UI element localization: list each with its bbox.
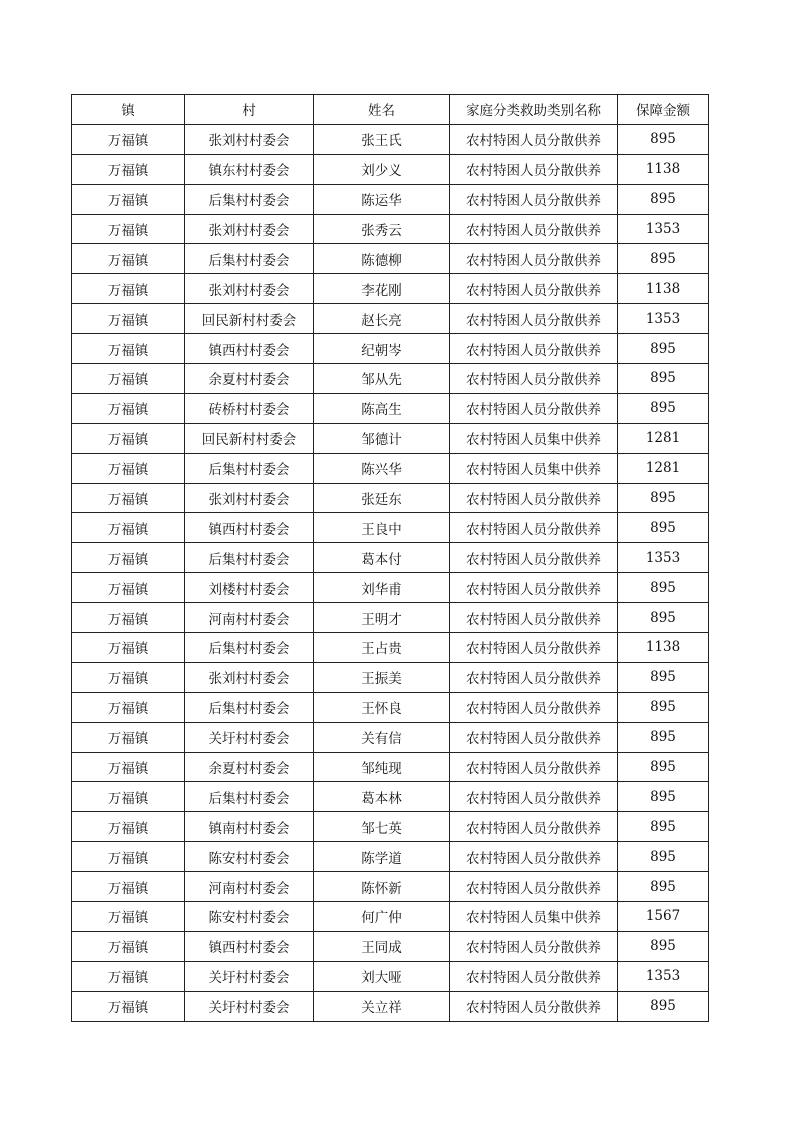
table-row [72,722,709,752]
cell-town: 万福镇 [72,842,185,872]
cell-village: 后集村村委会 [185,633,314,663]
header-amount: 保障金额 [618,95,709,125]
cell-name: 陈兴华 [314,453,450,483]
table-row [72,931,709,961]
cell-category: 农村特困人员分散供养 [450,931,618,961]
table-row [72,692,709,722]
cell-name: 刘少义 [314,154,450,184]
cell-category: 农村特困人员分散供养 [450,543,618,573]
table-row [72,662,709,692]
cell-town: 万福镇 [72,483,185,513]
cell-name: 关立祥 [314,991,450,1021]
cell-village: 陈安村村委会 [185,842,314,872]
cell-name: 邹纯现 [314,752,450,782]
cell-category: 农村特困人员分散供养 [450,692,618,722]
table-row [72,872,709,902]
table-row [72,513,709,543]
cell-name: 葛本付 [314,543,450,573]
cell-town: 万福镇 [72,662,185,692]
cell-village: 张刘村村委会 [185,214,314,244]
cell-category: 农村特困人员分散供养 [450,991,618,1021]
cell-category: 农村特困人员分散供养 [450,603,618,633]
cell-village: 镇西村村委会 [185,931,314,961]
cell-village: 后集村村委会 [185,543,314,573]
cell-category: 农村特困人员分散供养 [450,812,618,842]
cell-amount: 895 [618,603,709,633]
cell-village: 关圩村村委会 [185,961,314,991]
cell-town: 万福镇 [72,453,185,483]
table-row [72,453,709,483]
cell-town: 万福镇 [72,573,185,603]
cell-amount: 895 [618,184,709,214]
cell-category: 农村特困人员分散供养 [450,154,618,184]
table-row [72,423,709,453]
cell-category: 农村特困人员分散供养 [450,334,618,364]
cell-name: 陈高生 [314,393,450,423]
cell-town: 万福镇 [72,931,185,961]
cell-town: 万福镇 [72,692,185,722]
cell-category: 农村特困人员分散供养 [450,872,618,902]
cell-amount: 1281 [618,453,709,483]
cell-category: 农村特困人员集中供养 [450,423,618,453]
cell-village: 后集村村委会 [185,244,314,274]
header-village: 村 [185,95,314,125]
cell-name: 王占贵 [314,633,450,663]
cell-village: 后集村村委会 [185,782,314,812]
cell-village: 镇南村村委会 [185,812,314,842]
cell-town: 万福镇 [72,274,185,304]
cell-name: 王明才 [314,603,450,633]
cell-category: 农村特困人员分散供养 [450,752,618,782]
cell-town: 万福镇 [72,214,185,244]
cell-amount: 895 [618,662,709,692]
cell-amount: 895 [618,244,709,274]
cell-amount: 895 [618,513,709,543]
cell-amount: 895 [618,124,709,154]
cell-category: 农村特困人员分散供养 [450,244,618,274]
table-row [72,991,709,1021]
cell-town: 万福镇 [72,513,185,543]
cell-town: 万福镇 [72,782,185,812]
cell-village: 张刘村村委会 [185,662,314,692]
cell-village: 后集村村委会 [185,184,314,214]
cell-name: 李花刚 [314,274,450,304]
cell-village: 河南村村委会 [185,872,314,902]
cell-town: 万福镇 [72,633,185,663]
table-row [72,393,709,423]
cell-category: 农村特困人员分散供养 [450,662,618,692]
cell-amount: 1281 [618,423,709,453]
table-row [72,244,709,274]
cell-village: 关圩村村委会 [185,991,314,1021]
table-row [72,902,709,932]
cell-town: 万福镇 [72,812,185,842]
cell-amount: 895 [618,573,709,603]
table-row [72,154,709,184]
cell-name: 王良中 [314,513,450,543]
cell-town: 万福镇 [72,902,185,932]
cell-category: 农村特困人员分散供养 [450,722,618,752]
cell-amount: 895 [618,782,709,812]
header-town: 镇 [72,95,185,125]
cell-name: 纪朝岑 [314,334,450,364]
cell-village: 张刘村村委会 [185,274,314,304]
cell-name: 王怀良 [314,692,450,722]
cell-amount: 895 [618,364,709,394]
cell-name: 邹七英 [314,812,450,842]
table-row [72,573,709,603]
table-body [72,124,709,1021]
cell-amount: 1353 [618,543,709,573]
table-row [72,543,709,573]
table-row [72,274,709,304]
cell-name: 张秀云 [314,214,450,244]
cell-amount: 1138 [618,633,709,663]
cell-category: 农村特困人员分散供养 [450,124,618,154]
cell-name: 葛本林 [314,782,450,812]
cell-amount: 1138 [618,154,709,184]
cell-name: 关有信 [314,722,450,752]
table-row [72,184,709,214]
cell-category: 农村特困人员分散供养 [450,842,618,872]
cell-amount: 895 [618,483,709,513]
cell-village: 张刘村村委会 [185,483,314,513]
cell-category: 农村特困人员分散供养 [450,961,618,991]
cell-town: 万福镇 [72,364,185,394]
cell-village: 后集村村委会 [185,692,314,722]
cell-town: 万福镇 [72,872,185,902]
table-row [72,124,709,154]
cell-category: 农村特困人员分散供养 [450,782,618,812]
cell-name: 陈学道 [314,842,450,872]
cell-name: 邹德计 [314,423,450,453]
cell-amount: 895 [618,872,709,902]
table-row [72,812,709,842]
cell-amount: 895 [618,812,709,842]
cell-village: 余夏村村委会 [185,364,314,394]
cell-category: 农村特困人员分散供养 [450,633,618,663]
cell-town: 万福镇 [72,334,185,364]
cell-amount: 1353 [618,214,709,244]
cell-village: 镇西村村委会 [185,334,314,364]
cell-name: 陈运华 [314,184,450,214]
cell-town: 万福镇 [72,603,185,633]
cell-village: 回民新村村委会 [185,423,314,453]
cell-amount: 1353 [618,961,709,991]
table-row [72,752,709,782]
cell-village: 后集村村委会 [185,453,314,483]
cell-amount: 1353 [618,304,709,334]
cell-town: 万福镇 [72,961,185,991]
cell-amount: 895 [618,334,709,364]
cell-amount: 1567 [618,902,709,932]
cell-amount: 895 [618,722,709,752]
cell-village: 回民新村村委会 [185,304,314,334]
header-name: 姓名 [314,95,450,125]
table-row [72,603,709,633]
cell-amount: 895 [618,931,709,961]
cell-category: 农村特困人员集中供养 [450,902,618,932]
cell-town: 万福镇 [72,244,185,274]
cell-village: 镇西村村委会 [185,513,314,543]
cell-village: 镇东村村委会 [185,154,314,184]
cell-village: 关圩村村委会 [185,722,314,752]
cell-category: 农村特困人员分散供养 [450,304,618,334]
cell-category: 农村特困人员分散供养 [450,513,618,543]
table-row [72,782,709,812]
table-row [72,961,709,991]
cell-town: 万福镇 [72,543,185,573]
cell-town: 万福镇 [72,124,185,154]
cell-amount: 895 [618,991,709,1021]
cell-category: 农村特困人员分散供养 [450,364,618,394]
cell-village: 陈安村村委会 [185,902,314,932]
cell-town: 万福镇 [72,393,185,423]
cell-name: 张廷东 [314,483,450,513]
cell-amount: 1138 [618,274,709,304]
cell-name: 陈德柳 [314,244,450,274]
cell-category: 农村特困人员集中供养 [450,453,618,483]
cell-village: 余夏村村委会 [185,752,314,782]
cell-village: 砖桥村村委会 [185,393,314,423]
table-row [72,483,709,513]
cell-category: 农村特困人员分散供养 [450,184,618,214]
cell-name: 王同成 [314,931,450,961]
cell-category: 农村特困人员分散供养 [450,483,618,513]
header-category: 家庭分类救助类别名称 [450,95,618,125]
table-row [72,633,709,663]
table-row [72,304,709,334]
cell-category: 农村特困人员分散供养 [450,393,618,423]
cell-name: 张王氏 [314,124,450,154]
cell-name: 刘华甫 [314,573,450,603]
table-row [72,364,709,394]
cell-town: 万福镇 [72,991,185,1021]
cell-amount: 895 [618,752,709,782]
cell-name: 刘大哑 [314,961,450,991]
cell-name: 王振美 [314,662,450,692]
cell-amount: 895 [618,692,709,722]
cell-amount: 895 [618,393,709,423]
cell-town: 万福镇 [72,752,185,782]
cell-category: 农村特困人员分散供养 [450,274,618,304]
assistance-roster-table [71,94,709,1022]
cell-village: 刘楼村村委会 [185,573,314,603]
cell-town: 万福镇 [72,304,185,334]
cell-name: 邹从先 [314,364,450,394]
table-row [72,334,709,364]
cell-category: 农村特困人员分散供养 [450,214,618,244]
cell-village: 河南村村委会 [185,603,314,633]
cell-name: 陈怀新 [314,872,450,902]
table-row [72,842,709,872]
cell-village: 张刘村村委会 [185,124,314,154]
cell-town: 万福镇 [72,722,185,752]
table-row [72,214,709,244]
cell-name: 何广仲 [314,902,450,932]
cell-town: 万福镇 [72,423,185,453]
header-row [72,95,709,125]
cell-town: 万福镇 [72,154,185,184]
cell-town: 万福镇 [72,184,185,214]
cell-amount: 895 [618,842,709,872]
cell-category: 农村特困人员分散供养 [450,573,618,603]
cell-name: 赵长亮 [314,304,450,334]
